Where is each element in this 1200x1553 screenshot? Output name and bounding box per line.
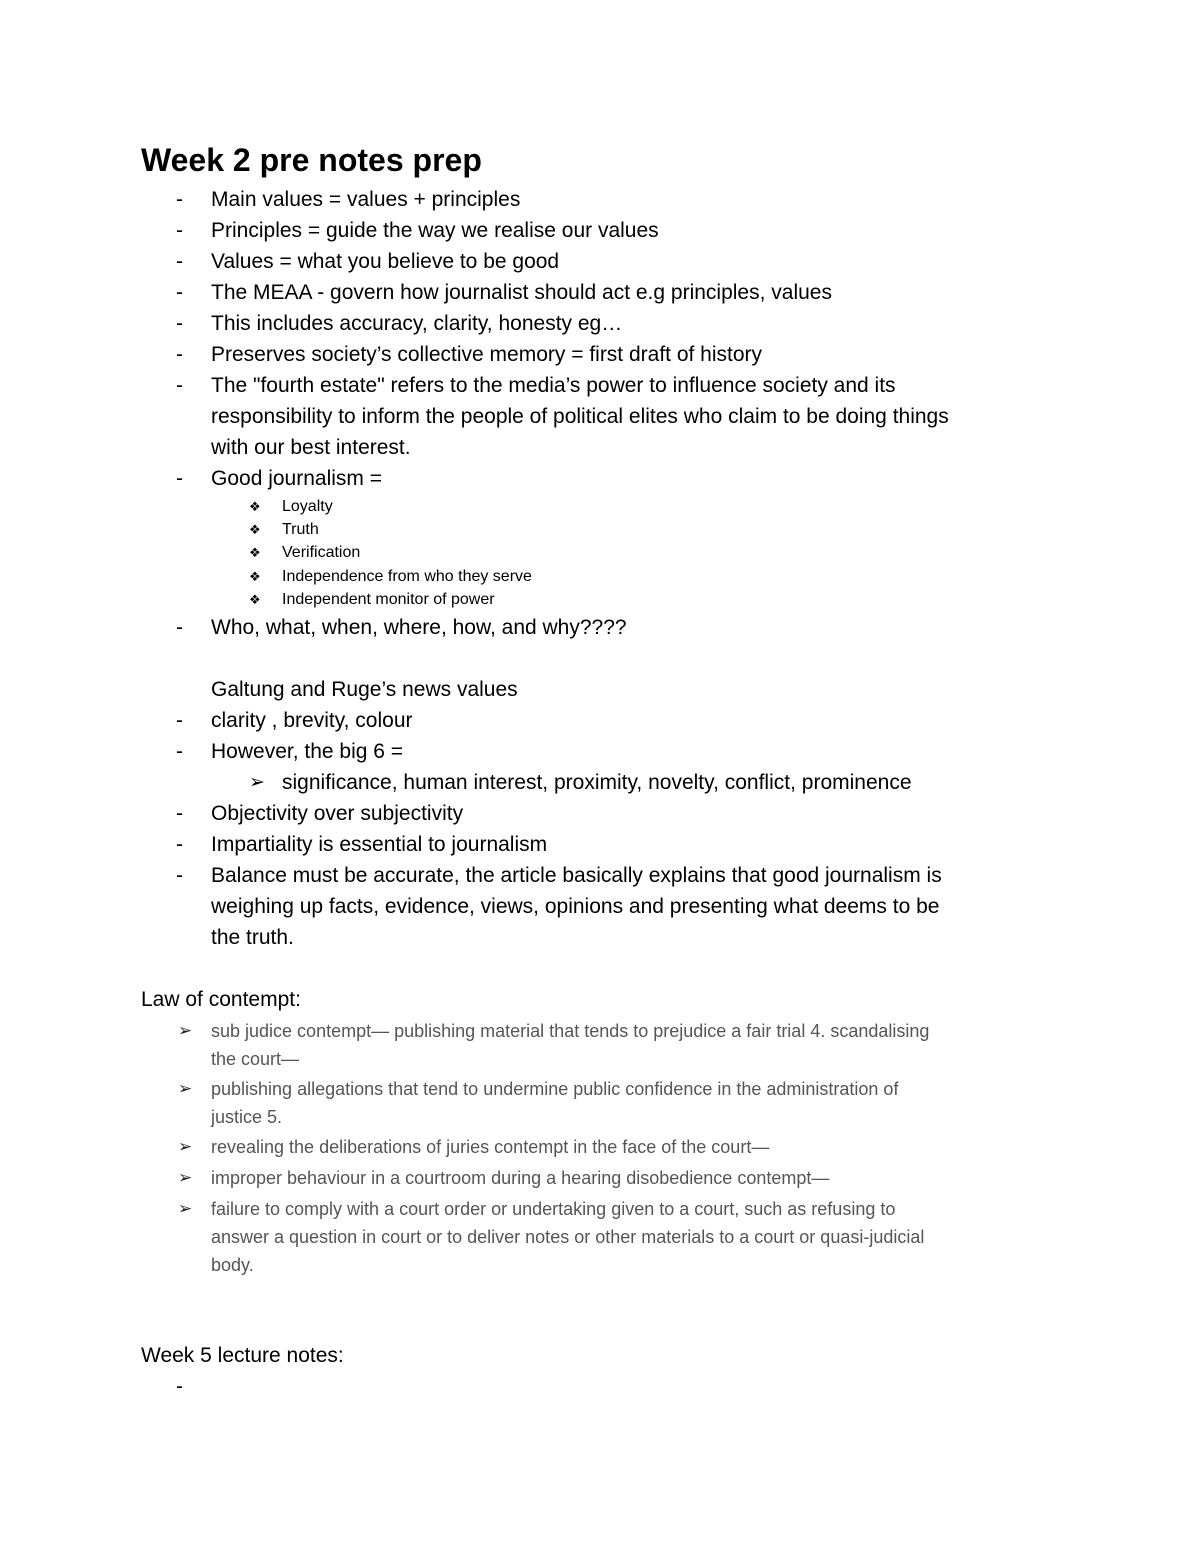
dash-bullet: - bbox=[176, 864, 183, 887]
sub-list-item: Truth bbox=[282, 521, 319, 538]
dash-bullet: - bbox=[176, 740, 183, 763]
contempt-item-line: failure to comply with a court order or undertaking given to a court, such as refusing to bbox=[211, 1199, 896, 1219]
contempt-item-line: publishing allegations that tend to undermine public confidence in the administration of bbox=[211, 1079, 899, 1099]
dash-bullet: - bbox=[176, 467, 183, 490]
contempt-item-line: body. bbox=[211, 1255, 254, 1275]
list-item-balance-line1: Balance must be accurate, the article basically explains that good journalism is bbox=[211, 864, 942, 887]
list-item: However, the big 6 = bbox=[211, 740, 404, 763]
diamond-bullet-icon: ❖ bbox=[249, 522, 261, 537]
list-item: This includes accuracy, clarity, honesty eg… bbox=[211, 312, 623, 335]
sub-list-item: Independence from who they serve bbox=[282, 568, 532, 585]
list-item: Principles = guide the way we realise our values bbox=[211, 219, 659, 242]
list-item-fourth-estate-line1: The "fourth estate" refers to the media’s power to influence society and its bbox=[211, 374, 896, 397]
week5-heading: Week 5 lecture notes: bbox=[141, 1344, 344, 1367]
page-title: Week 2 pre notes prep bbox=[141, 142, 482, 178]
list-item-balance-line2: weighing up facts, evidence, views, opinions and presenting what deems to be bbox=[211, 895, 940, 918]
diamond-bullet-icon: ❖ bbox=[249, 545, 261, 560]
list-item-balance-line3: the truth. bbox=[211, 926, 294, 949]
arrow-bullet-icon: ➢ bbox=[249, 772, 265, 793]
sub-list-item-big6: significance, human interest, proximity, novelty, conflict, prominence bbox=[282, 771, 912, 794]
list-item: Impartiality is essential to journalism bbox=[211, 833, 548, 856]
dash-bullet: - bbox=[176, 802, 183, 825]
diamond-bullet-icon: ❖ bbox=[249, 592, 261, 607]
dash-bullet: - bbox=[176, 709, 183, 732]
arrow-bullet-icon: ➢ bbox=[178, 1021, 193, 1040]
list-item-good-journalism: Good journalism = bbox=[211, 467, 383, 490]
arrow-bullet-icon: ➢ bbox=[178, 1168, 193, 1187]
list-item: Preserves society’s collective memory = first draft of history bbox=[211, 343, 763, 366]
dash-bullet: - bbox=[176, 188, 183, 211]
galtung-heading: Galtung and Ruge’s news values bbox=[211, 678, 518, 701]
dash-bullet: - bbox=[176, 281, 183, 304]
dash-bullet: - bbox=[176, 250, 183, 273]
sub-list-item: Verification bbox=[282, 544, 361, 561]
list-item: clarity , brevity, colour bbox=[211, 709, 413, 732]
list-item: The MEAA - govern how journalist should act e.g principles, values bbox=[211, 281, 832, 304]
list-item-fourth-estate-line2: responsibility to inform the people of political elites who claim to be doing things bbox=[211, 405, 949, 428]
dash-bullet: - bbox=[176, 1375, 183, 1398]
sub-list-item: Loyalty bbox=[282, 498, 333, 515]
contempt-item-line: answer a question in court or to deliver notes or other materials to a court or quasi-judicial bbox=[211, 1227, 925, 1247]
arrow-bullet-icon: ➢ bbox=[178, 1199, 193, 1218]
dash-bullet: - bbox=[176, 343, 183, 366]
list-item: Objectivity over subjectivity bbox=[211, 802, 464, 825]
list-item-fourth-estate-line3: with our best interest. bbox=[211, 436, 411, 459]
arrow-bullet-icon: ➢ bbox=[178, 1137, 193, 1156]
list-item: Main values = values + principles bbox=[211, 188, 521, 211]
diamond-bullet-icon: ❖ bbox=[249, 499, 261, 514]
contempt-item-line: revealing the deliberations of juries contempt in the face of the court— bbox=[211, 1137, 770, 1157]
list-item: Values = what you believe to be good bbox=[211, 250, 560, 273]
dash-bullet: - bbox=[176, 219, 183, 242]
contempt-item-line: sub judice contempt— publishing material that tends to prejudice a fair trial 4. scandalising bbox=[211, 1021, 930, 1041]
dash-bullet: - bbox=[176, 312, 183, 335]
dash-bullet: - bbox=[176, 616, 183, 639]
list-item-who-what: Who, what, when, where, how, and why???? bbox=[211, 616, 627, 639]
arrow-bullet-icon: ➢ bbox=[178, 1079, 193, 1098]
dash-bullet: - bbox=[176, 833, 183, 856]
diamond-bullet-icon: ❖ bbox=[249, 569, 261, 584]
contempt-item-line: the court— bbox=[211, 1049, 300, 1069]
dash-bullet: - bbox=[176, 374, 183, 397]
contempt-item-line: improper behaviour in a courtroom during a hearing disobedience contempt— bbox=[211, 1168, 830, 1188]
contempt-heading: Law of contempt: bbox=[141, 988, 301, 1011]
sub-list-item: Independent monitor of power bbox=[282, 591, 495, 608]
contempt-item-line: justice 5. bbox=[211, 1107, 283, 1127]
